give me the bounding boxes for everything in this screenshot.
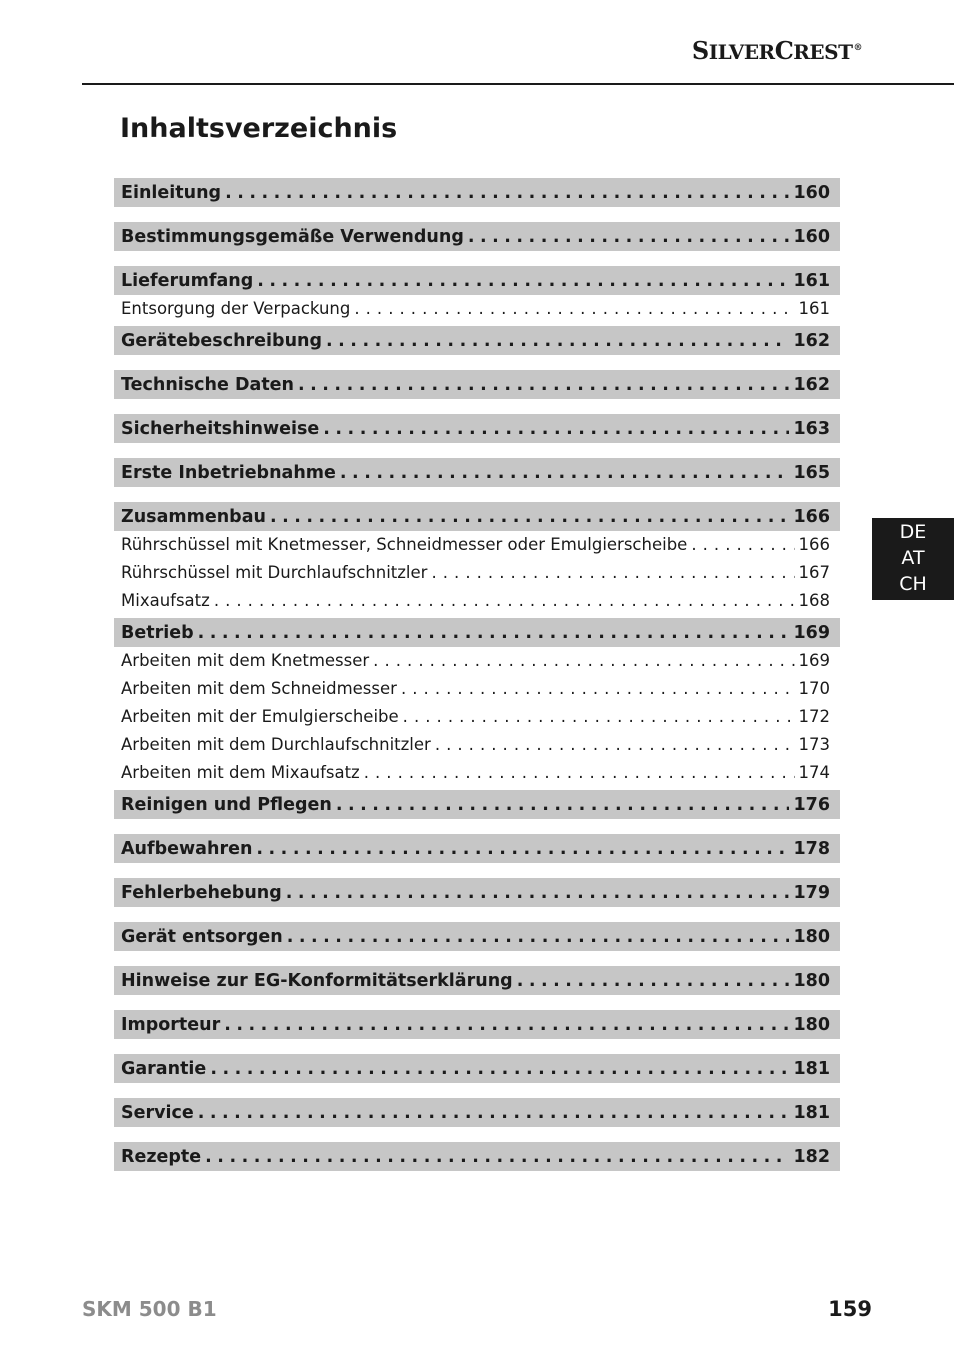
toc-dot-leader [517,971,790,991]
toc-entry-page: 181 [793,1102,830,1123]
toc-chapter-entry[interactable] [114,266,840,295]
toc-dot-leader [198,1103,790,1123]
toc-dot-leader [403,707,795,726]
toc-dot-leader [401,679,795,698]
registered-mark: ® [853,43,862,53]
toc-entry-page: 178 [793,838,830,859]
toc-entry-label: Arbeiten mit dem Knetmesser [121,650,370,670]
toc-entry-label: Zusammenbau [121,506,266,527]
toc-entry-page: 169 [793,622,830,643]
language-tab [872,518,954,600]
toc-dot-leader [257,271,789,291]
brand-logo-letter: S [691,36,709,65]
toc-entry-page: 173 [798,734,830,754]
toc-entry-page: 180 [793,926,830,947]
toc-entry-page: 179 [793,882,830,903]
toc-chapter-entry[interactable] [114,1054,840,1083]
toc-chapter-entry[interactable] [114,790,840,819]
toc-dot-leader [364,763,795,782]
toc-dot-leader [287,927,790,947]
toc-entry-label: Erste Inbetriebnahme [121,462,336,483]
toc-section-entry[interactable] [114,676,840,700]
toc-chapter-entry[interactable] [114,1142,840,1171]
toc-section-entry[interactable] [114,532,840,556]
brand-logo-letter: C [774,36,794,65]
footer-page-number: 159 [828,1297,872,1321]
toc-entry-label: Rezepte [121,1146,202,1167]
toc-entry-page: 170 [798,678,830,698]
toc-chapter-entry[interactable] [114,502,840,531]
toc-entry-label: Garantie [121,1058,207,1079]
toc-entry-label: Gerätebeschreibung [121,330,323,351]
toc-entry-label: Hinweise zur EG-Konformitätserklärung [121,970,513,991]
toc-entry-label: Arbeiten mit dem Durchlaufschnitzler [121,734,431,754]
toc-dot-leader [373,651,794,670]
toc-entry-page: 180 [793,1014,830,1035]
toc-entry-page: 162 [793,330,830,351]
toc-dot-leader [210,1059,789,1079]
brand-logo-letters: REST [793,40,853,64]
toc-entry-label: Einleitung [121,182,222,203]
toc-entry-page: 165 [793,462,830,483]
toc-entry-label: Rührschüssel mit Knetmesser, Schneidmesser oder Emulgierscheibe [121,534,688,554]
toc-section-entry[interactable] [114,648,840,672]
toc-entry-label: Betrieb [121,622,194,643]
toc-dot-leader [435,735,795,754]
toc-entry-label: Importeur [121,1014,221,1035]
toc-entry-page: 160 [793,226,830,247]
toc-entry-label: Arbeiten mit dem Mixaufsatz [121,762,360,782]
toc-entry-page: 161 [798,298,830,318]
toc-entry-label: Technische Daten [121,374,295,395]
toc-entry-page: 162 [793,374,830,395]
toc-chapter-entry[interactable] [114,222,840,251]
toc-section-entry[interactable] [114,704,840,728]
toc-entry-label: Arbeiten mit der Emulgierscheibe [121,706,399,726]
toc-entry-page: 160 [793,182,830,203]
language-code: CH [899,573,927,595]
toc-entry-page: 168 [798,590,830,610]
toc-chapter-entry[interactable] [114,878,840,907]
toc-entry-label: Service [121,1102,194,1123]
toc-entry-page: 181 [793,1058,830,1079]
toc-dot-leader [198,623,790,643]
toc-entry-page: 166 [798,534,830,554]
toc-dot-leader [205,1147,789,1167]
toc-chapter-entry[interactable] [114,326,840,355]
toc-entry-label: Mixaufsatz [121,590,210,610]
toc-entry-label: Reinigen und Pflegen [121,794,332,815]
toc-entry-label: Arbeiten mit dem Schneidmesser [121,678,397,698]
toc-entry-page: 169 [798,650,830,670]
toc-dot-leader [354,299,794,318]
toc-entry-page: 166 [793,506,830,527]
toc-entry-page: 167 [798,562,830,582]
toc-chapter-entry[interactable] [114,1098,840,1127]
toc-dot-leader [214,591,795,610]
toc-entry-page: 174 [798,762,830,782]
toc-entry-page: 176 [793,794,830,815]
toc-dot-leader [225,183,789,203]
toc-dot-leader [270,507,790,527]
toc-dot-leader [340,463,790,483]
toc-chapter-entry[interactable] [114,922,840,951]
language-code: DE [899,521,927,543]
toc-entry-page: 182 [793,1146,830,1167]
toc-dot-leader [323,419,789,439]
toc-chapter-entry[interactable] [114,370,840,399]
brand-logo-letters: ILVER [708,40,775,64]
header-rule [82,83,954,85]
toc-chapter-entry[interactable] [114,414,840,443]
toc-entry-label: Sicherheitshinweise [121,418,320,439]
toc-entry-page: 172 [798,706,830,726]
toc-dot-leader [691,535,794,554]
toc-dot-leader [256,839,789,859]
toc-entry-label: Gerät entsorgen [121,926,283,947]
toc-chapter-entry[interactable] [114,834,840,863]
toc-chapter-entry[interactable] [114,618,840,647]
toc-dot-leader [286,883,790,903]
toc-dot-leader [298,375,789,395]
page-title: Inhaltsverzeichnis [120,113,398,144]
toc-entry-page: 163 [793,418,830,439]
toc-dot-leader [336,795,790,815]
toc-entry-page: 161 [793,270,830,291]
toc-dot-leader [431,563,794,582]
toc-dot-leader [224,1015,789,1035]
toc-entry-label: Lieferumfang [121,270,254,291]
toc-dot-leader [468,227,790,247]
toc-entry-label: Entsorgung der Verpackung [121,298,351,318]
toc-section-entry[interactable] [114,732,840,756]
toc-section-entry[interactable] [114,560,840,584]
toc-entry-page: 180 [793,970,830,991]
toc-section-entry[interactable] [114,588,840,612]
footer-model: SKM 500 B1 [82,1297,217,1321]
toc-chapter-entry[interactable] [114,966,840,995]
toc-dot-leader [326,331,789,351]
toc-section-entry[interactable] [114,760,840,784]
toc-chapter-entry[interactable] [114,1010,840,1039]
toc-entry-label: Fehlerbehebung [121,882,282,903]
toc-entry-label: Rührschüssel mit Durchlaufschnitzler [121,562,428,582]
toc-chapter-entry[interactable] [114,178,840,207]
brand-logo [692,36,862,65]
toc-section-entry[interactable] [114,296,840,320]
toc-entry-label: Aufbewahren [121,838,253,859]
toc-entry-label: Bestimmungsgemäße Verwendung [121,226,464,247]
toc-chapter-entry[interactable] [114,458,840,487]
language-code: AT [901,547,925,569]
